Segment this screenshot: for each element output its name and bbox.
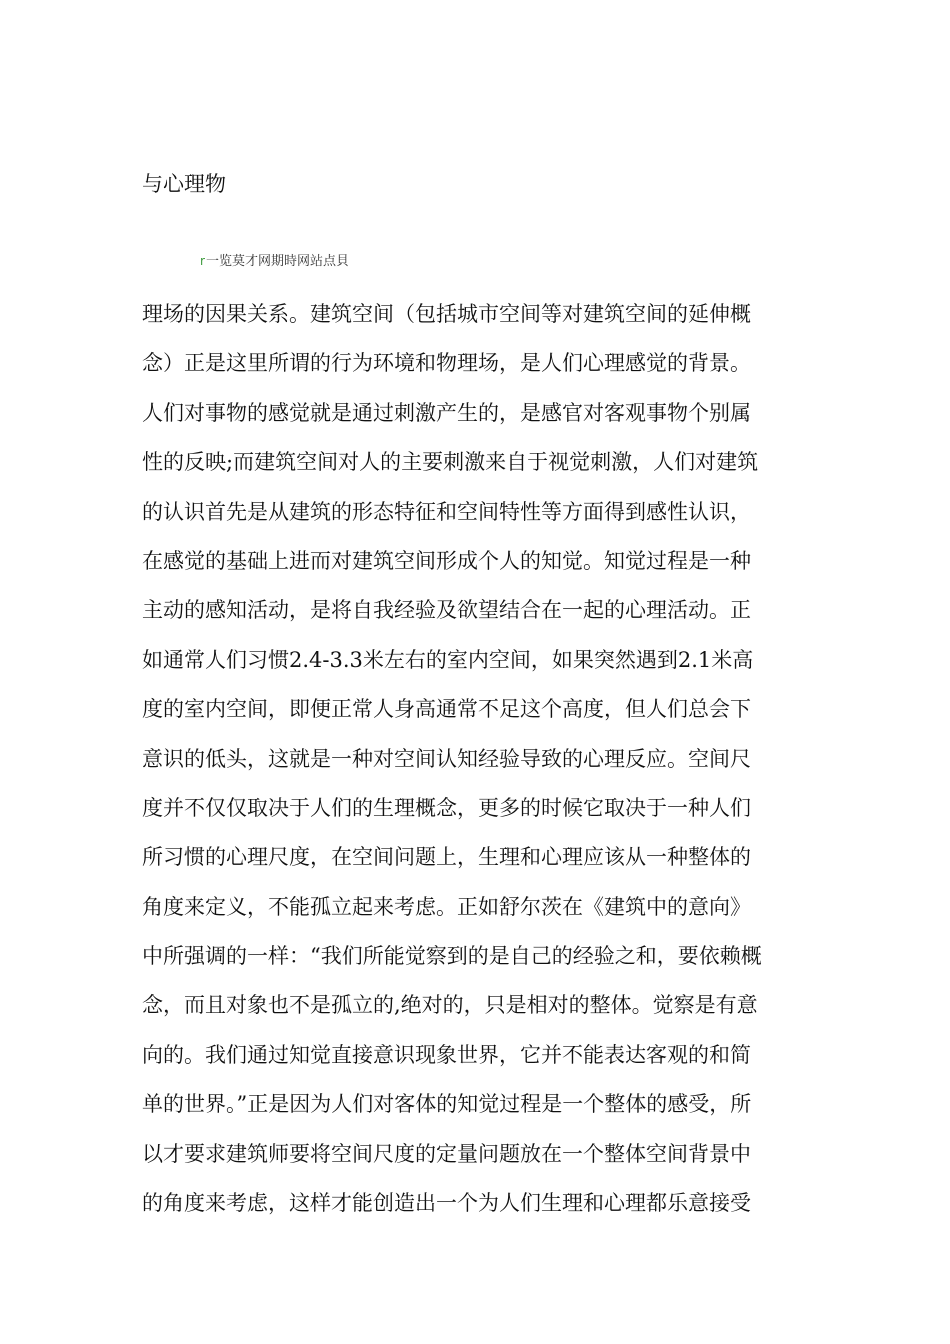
text-line: 念，而且对象也不是孤立的,绝对的，只是相对的整体。觉察是有意 — [142, 993, 758, 1018]
text-line: 单的世界。”正是因为人们对客体的知觉过程是一个整体的感受，所 — [142, 1092, 752, 1117]
text-line: 念）正是这里所谓的行为环境和物理场，是人们心理感觉的背景。 — [142, 351, 751, 376]
text-line: 所习惯的心理尺度，在空间问题上，生理和心理应该从一种整体的 — [142, 845, 751, 870]
text-line: 中所强调的一样：“我们所能觉察到的是自己的经验之和，要依赖概 — [142, 944, 762, 969]
text-line: 向的。我们通过知觉直接意识现象世界，它并不能表达客观的和简 — [142, 1042, 751, 1067]
text-line: 主动的感知活动，是将自我经验及欲望结合在一起的心理活动。正 — [142, 598, 751, 623]
text-line: 的认识首先是从建筑的形态特征和空间特性等方面得到感性认识， — [142, 499, 751, 524]
text-line: 以才要求建筑师要将空间尺度的定量问题放在一个整体空间背景中 — [142, 1141, 751, 1166]
watermark-text: 一览莫才网期時网站点貝 — [205, 254, 349, 269]
text-line: 人们对事物的感觉就是通过刺激产生的，是感官对客观事物个别属 — [142, 400, 751, 425]
body-paragraph — [142, 296, 842, 1234]
text-line: 性的反映;而建筑空间对人的主要刺激来自于视觉刺激，人们对建筑 — [142, 450, 759, 475]
text-line: 意识的低头，这就是一种对空间认知经验导致的心理反应。空间尺 — [142, 746, 751, 771]
text-line: 在感觉的基础上进而对建筑空间形成个人的知觉。知觉过程是一种 — [142, 548, 751, 573]
text-line: 如通常人们习惯2.4-3.3米左右的室内空间，如果突然遇到2.1米高 — [142, 647, 754, 672]
watermark-mark: r — [200, 254, 205, 268]
text-line: 度并不仅仅取决于人们的生理概念，更多的时候它取决于一种人们 — [142, 795, 751, 820]
watermark-banner — [200, 253, 349, 270]
text-line: 度的室内空间，即便正常人身高通常不足这个高度，但人们总会下 — [142, 697, 751, 722]
section-heading: 与心理物 — [142, 172, 226, 196]
text-line: 角度来定义，不能孤立起来考虑。正如舒尔茨在《建筑中的意向》 — [142, 894, 751, 919]
text-line: 理场的因果关系。建筑空间（包括城市空间等对建筑空间的延伸概 — [142, 302, 751, 326]
text-line: 的角度来考虑，这样才能创造出一个为人们生理和心理都乐意接受 — [142, 1191, 751, 1216]
